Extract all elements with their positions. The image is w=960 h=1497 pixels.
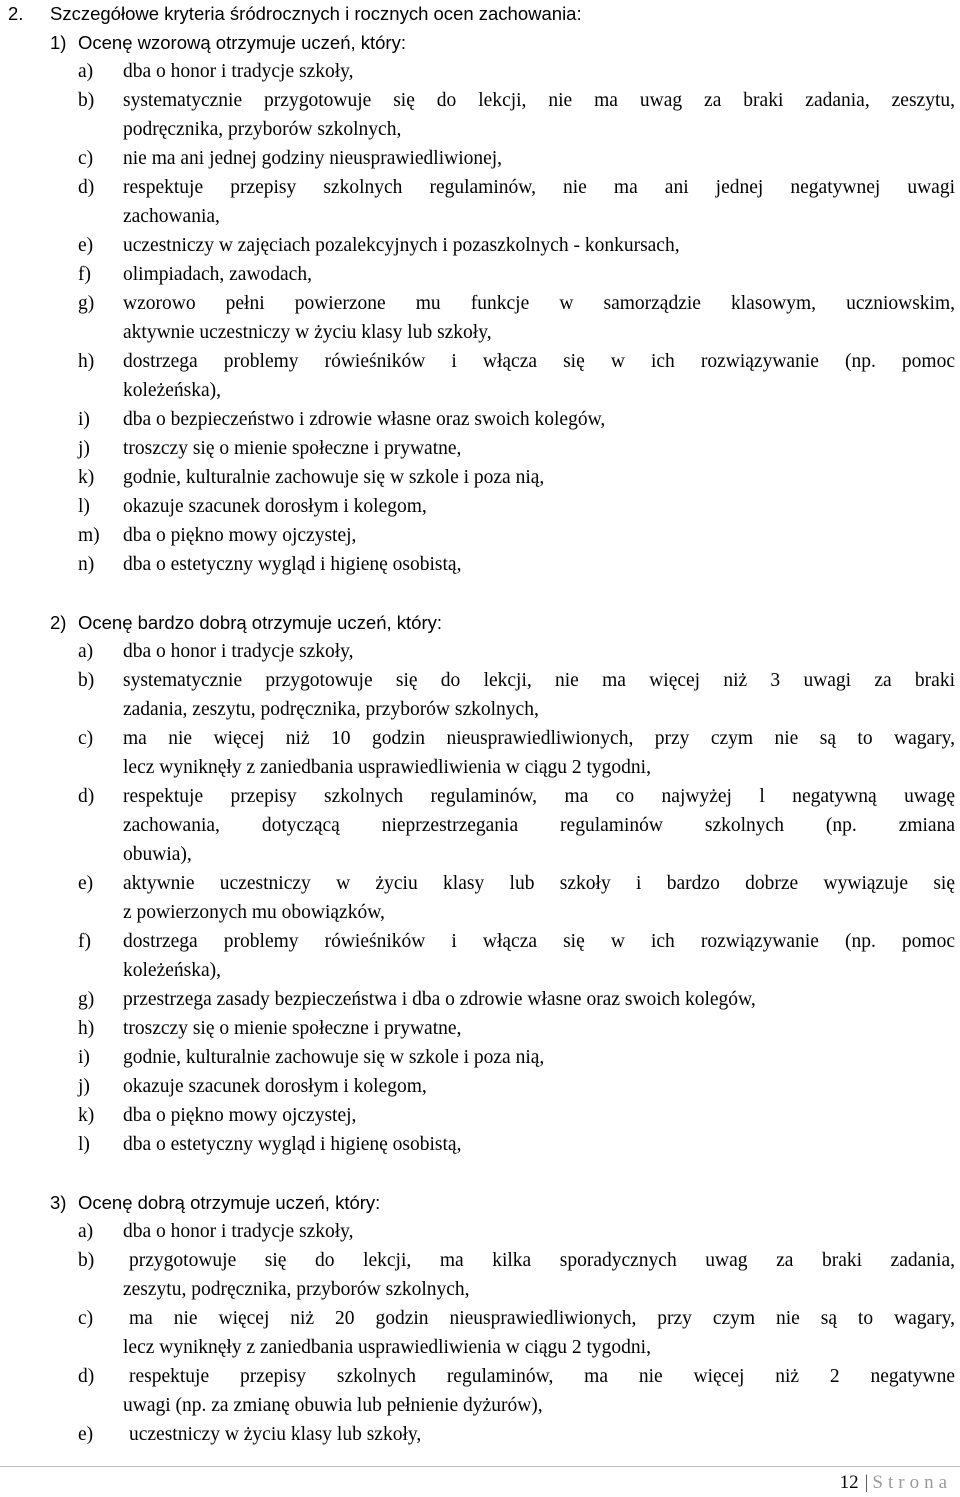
item-label: m) <box>78 525 100 546</box>
item-label: e) <box>78 873 94 894</box>
grade-heading-text: Ocenę wzorową otrzymuje uczeń, który: <box>78 32 406 53</box>
item-label: k) <box>78 467 95 488</box>
footer-separator: | <box>864 1472 869 1493</box>
item-label: g) <box>78 989 95 1010</box>
item-label: k) <box>78 1105 95 1126</box>
item-text: dba o honor i tradycje szkoły, <box>123 61 354 82</box>
item-label: d) <box>78 177 95 198</box>
grade-heading-text: Ocenę bardzo dobrą otrzymuje uczeń, który: <box>78 612 443 633</box>
item-label: l) <box>78 496 90 517</box>
item-text: przestrzega zasady bezpieczeństwa i dba o zdrowie własne oraz swoich kolegów, <box>123 989 756 1010</box>
item-label: a) <box>78 61 94 82</box>
item-text: dostrzega problemy rówieśników i włącza się w ich rozwiązywanie (np. pomoc <box>123 351 955 372</box>
grade-number: 2) <box>50 612 67 633</box>
item-label: c) <box>78 1308 94 1329</box>
item-text: dba o estetyczny wygląd i higienę osobistą, <box>123 1134 462 1155</box>
item-text: troszczy się o mienie społeczne i prywatne, <box>123 1018 462 1039</box>
item-label: c) <box>78 728 94 749</box>
item-text: uczestniczy w zajęciach pozalekcyjnych i pozaszkolnych - konkursach, <box>123 235 680 256</box>
item-text: dba o piękno mowy ojczystej, <box>123 1105 357 1126</box>
item-text: dba o piękno mowy ojczystej, <box>123 525 357 546</box>
item-text: dba o estetyczny wygląd i higienę osobistą, <box>123 554 462 575</box>
grade-number: 3) <box>50 1192 67 1213</box>
section-title: Szczegółowe kryteria śródrocznych i rocznych ocen zachowania: <box>50 3 582 24</box>
item-text: respektuje przepisy szkolnych regulaminów, nie ma ani jednej negatywnej uwagi <box>123 177 955 198</box>
footer-divider <box>0 1466 960 1467</box>
item-text: olimpiadach, zawodach, <box>123 264 312 285</box>
item-label: e) <box>78 235 94 256</box>
item-text: okazuje szacunek dorosłym i kolegom, <box>123 496 427 517</box>
item-text: lecz wyniknęły z zaniedbania usprawiedliwienia w ciągu 2 tygodni, <box>123 757 651 778</box>
item-text: godnie, kulturalnie zachowuje się w szkole i poza nią, <box>123 1047 545 1068</box>
item-text: podręcznika, przyborów szkolnych, <box>123 119 402 140</box>
item-text: systematycznie przygotowuje się do lekcji, nie ma uwag za braki zadania, zeszytu, <box>123 90 955 111</box>
item-text: zachowania, <box>123 206 220 227</box>
item-text: uwagi (np. za zmianę obuwia lub pełnienie dyżurów), <box>123 1395 543 1416</box>
page-number: 12 <box>839 1472 859 1493</box>
item-label: d) <box>78 786 95 807</box>
item-label: g) <box>78 293 95 314</box>
item-text: obuwia), <box>123 844 192 865</box>
item-label: c) <box>78 148 94 169</box>
item-label: h) <box>78 1018 95 1039</box>
item-text: uczestniczy w życiu klasy lub szkoły, <box>129 1424 422 1445</box>
item-text: ma nie więcej niż 20 godzin nieusprawiedliwionych, przy czym nie są to wagary, <box>129 1308 955 1329</box>
item-label: a) <box>78 1221 94 1242</box>
item-text: zachowania, dotyczącą nieprzestrzegania regulaminów szkolnych (np. zmiana <box>123 815 955 836</box>
item-text: lecz wyniknęły z zaniedbania usprawiedliwienia w ciągu 2 tygodni, <box>123 1337 651 1358</box>
item-text: systematycznie przygotowuje się do lekcji, nie ma więcej niż 3 uwagi za braki <box>123 670 955 691</box>
item-text: troszczy się o mienie społeczne i prywatne, <box>123 438 462 459</box>
item-label: a) <box>78 641 94 662</box>
item-text: nie ma ani jednej godziny nieusprawiedliwionej, <box>123 148 503 169</box>
item-text: okazuje szacunek dorosłym i kolegom, <box>123 1076 427 1097</box>
item-text: dba o honor i tradycje szkoły, <box>123 1221 354 1242</box>
item-label: b) <box>78 1250 95 1271</box>
item-label: j) <box>78 1076 90 1097</box>
item-label: d) <box>78 1366 95 1387</box>
item-text: wzorowo pełni powierzone mu funkcje w samorządzie klasowym, uczniowskim, <box>123 293 955 314</box>
item-label: f) <box>78 931 91 952</box>
item-text: ma nie więcej niż 10 godzin nieusprawiedliwionych, przy czym nie są to wagary, <box>123 728 955 749</box>
item-text: koleżeńska), <box>123 960 221 981</box>
item-label: f) <box>78 264 91 285</box>
item-text: z powierzonych mu obowiązków, <box>123 902 385 923</box>
item-label: b) <box>78 90 95 111</box>
item-label: j) <box>78 438 90 459</box>
page-footer <box>840 1469 952 1497</box>
item-label: h) <box>78 351 95 372</box>
item-text: zadania, zeszytu, podręcznika, przyborów szkolnych, <box>123 699 539 720</box>
item-text: dba o bezpieczeństwo i zdrowie własne oraz swoich kolegów, <box>123 409 606 430</box>
item-label: n) <box>78 554 95 575</box>
grade-number: 1) <box>50 32 67 53</box>
section-number: 2. <box>8 3 24 24</box>
grade-heading-text: Ocenę dobrą otrzymuje uczeń, który: <box>78 1192 381 1213</box>
page-label: Strona <box>872 1472 952 1493</box>
item-text: aktywnie uczestniczy w życiu klasy lub szkoły i bardzo dobrze wywiązuje się <box>123 873 955 894</box>
item-text: aktywnie uczestniczy w życiu klasy lub szkoły, <box>123 322 492 343</box>
item-text: zeszytu, podręcznika, przyborów szkolnych, <box>123 1279 470 1300</box>
item-label: l) <box>78 1134 90 1155</box>
item-label: e) <box>78 1424 94 1445</box>
item-text: respektuje przepisy szkolnych regulaminów, ma nie więcej niż 2 negatywne <box>129 1366 955 1387</box>
item-text: przygotowuje się do lekcji, ma kilka sporadycznych uwag za braki zadania, <box>129 1250 955 1271</box>
item-label: b) <box>78 670 95 691</box>
item-text: respektuje przepisy szkolnych regulaminów, ma co najwyżej l negatywną uwagę <box>123 786 955 807</box>
item-text: dostrzega problemy rówieśników i włącza się w ich rozwiązywanie (np. pomoc <box>123 931 955 952</box>
item-text: godnie, kulturalnie zachowuje się w szkole i poza nią, <box>123 467 545 488</box>
item-label: i) <box>78 409 90 430</box>
item-text: dba o honor i tradycje szkoły, <box>123 641 354 662</box>
item-text: koleżeńska), <box>123 380 221 401</box>
item-label: i) <box>78 1047 90 1068</box>
